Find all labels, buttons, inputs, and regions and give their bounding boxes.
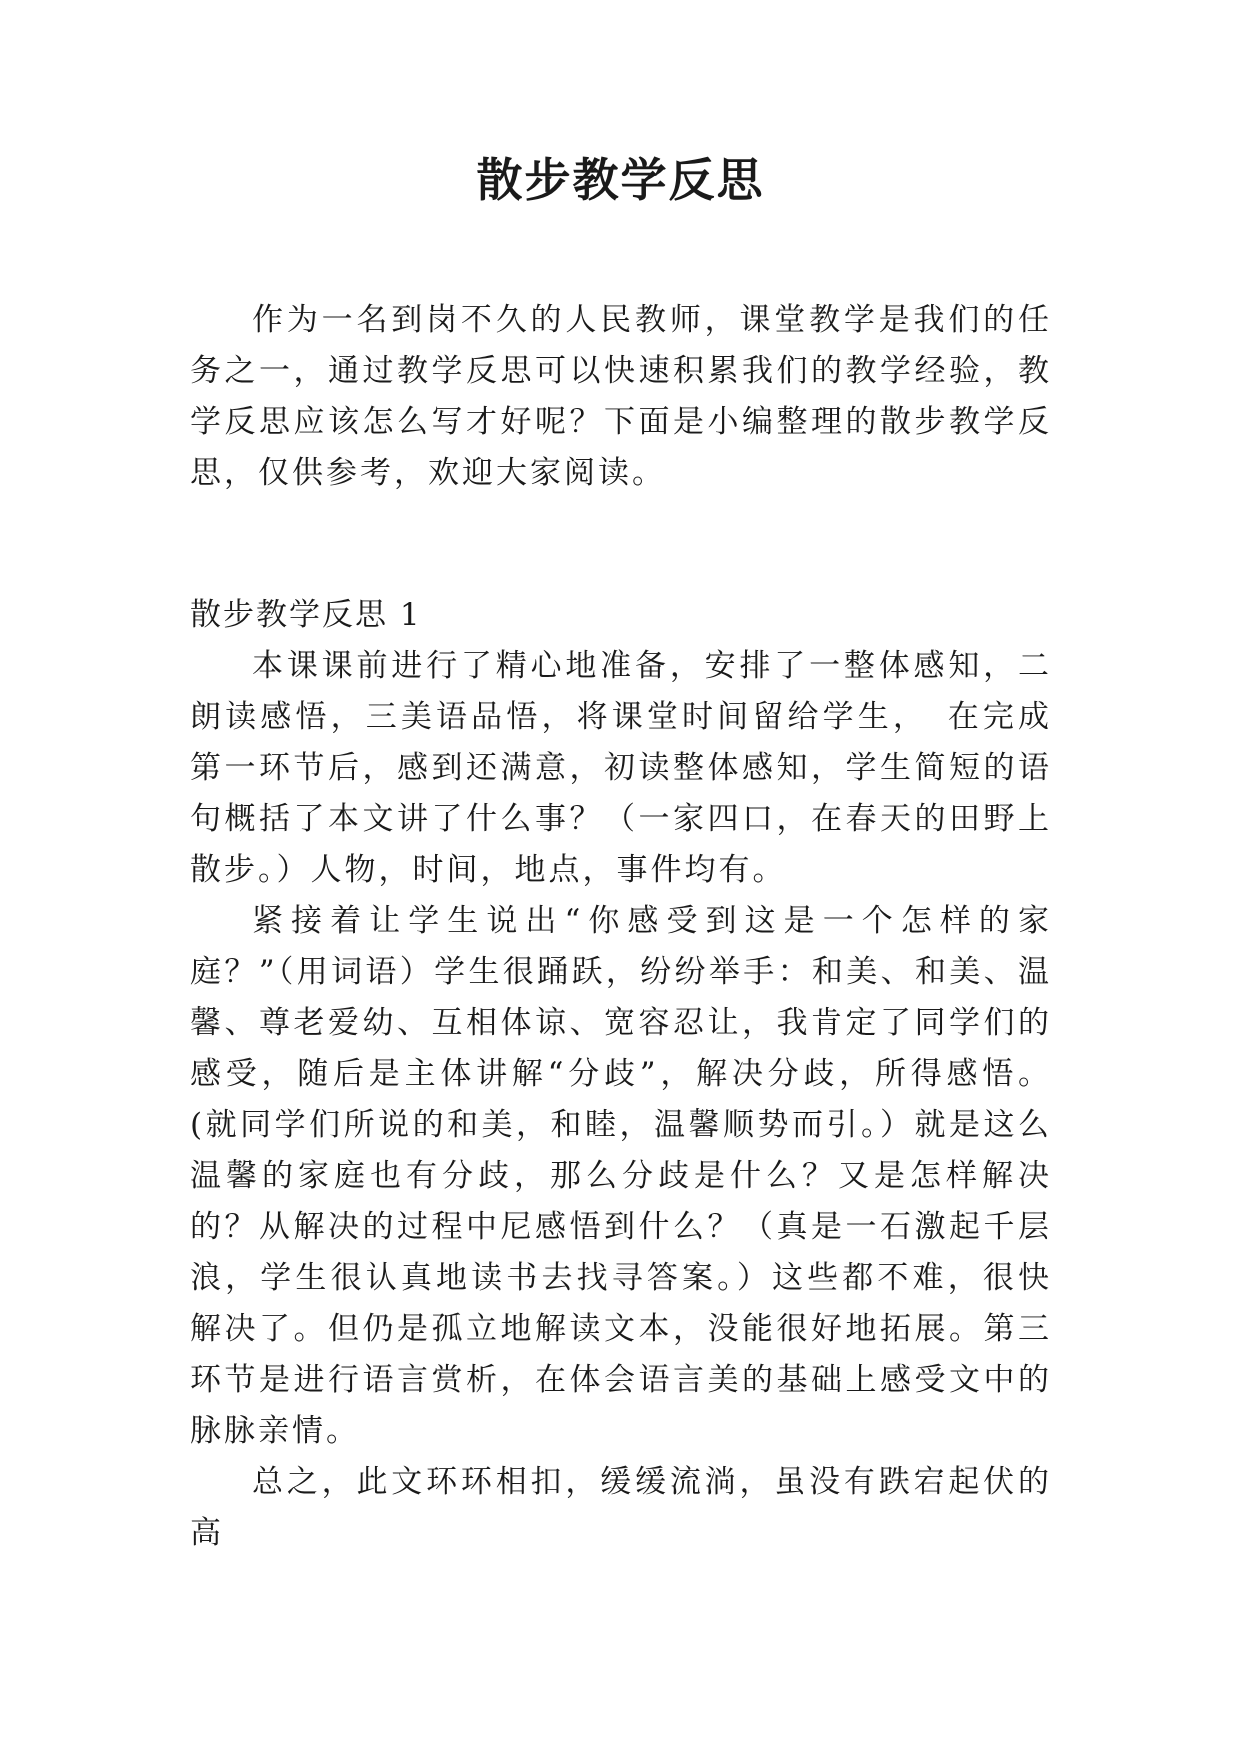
section-paragraph-3: 总之，此文环环相扣，缓缓流淌，虽没有跌宕起伏的高 xyxy=(190,1464,1052,1551)
section-heading: 散步教学反思 1 xyxy=(190,597,422,633)
section-1 xyxy=(190,590,1052,1559)
intro-section xyxy=(190,295,1052,499)
section-paragraph-2: 紧接着让学生说出“你感受到这是一个怎样的家庭？”（用词语）学生很踊跃，纷纷举手：和美、和美、温馨、尊老爱幼、互相体谅、宽容忍让，我肯定了同学们的感受，随后是主体讲解“分歧”，解决分歧，所得感悟。(就同学们所说的和美，和睦，温馨顺势而引。）就是这么温馨的家庭也有分歧，那么分歧是什么？又是怎样解决的？从解决的过程中尼感悟到什么？（真是一石激起千层浪，学生很认真地读书去找寻答案。）这些都不难，很快解决了。但仍是孤立地解读文本，没能很好地拓展。第三环节是进行语言赏析，在体会语言美的基础上感受文中的脉脉亲情。 xyxy=(190,903,1052,1449)
document-title: 散步教学反思 xyxy=(476,153,765,207)
section-paragraph-1: 本课课前进行了精心地准备，安排了一整体感知，二朗读感悟，三美语品悟，将课堂时间留给学生， 在完成第一环节后，感到还满意，初读整体感知，学生简短的语句概括了本文讲了什么事？（一家四口，在春天的田野上散步。）人物，时间，地点，事件均有。 xyxy=(190,648,1052,888)
intro-paragraph: 作为一名到岗不久的人民教师，课堂教学是我们的任务之一，通过教学反思可以快速积累我们的教学经验，教学反思应该怎么写才好呢？下面是小编整理的散步教学反思，仅供参考，欢迎大家阅读。 xyxy=(190,302,1052,491)
